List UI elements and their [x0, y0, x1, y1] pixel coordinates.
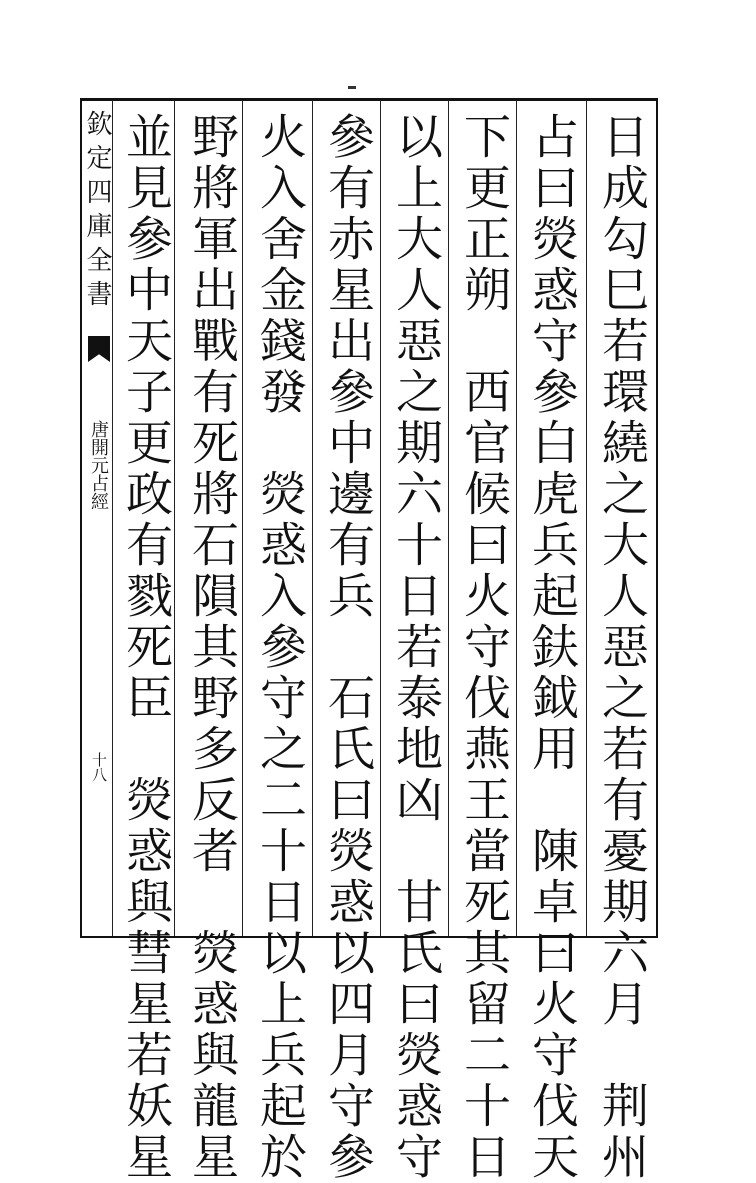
text-column-3: 下更正朔 西官候曰火守伐燕王當死其留二十日 — [456, 112, 511, 1183]
column-rule — [516, 100, 517, 936]
text-column-8: 並見參中天子更政有戮死臣 熒惑與彗星若妖星 — [118, 112, 173, 1183]
frame-right-border — [656, 98, 658, 938]
top-mark — [348, 86, 356, 89]
column-rule — [380, 100, 381, 936]
margin-chapter-title: 唐開元占經 — [88, 420, 109, 510]
column-rule — [112, 100, 113, 936]
text-column-4: 以上大人惡之期六十日若泰地凶 甘氏曰熒惑守 — [388, 112, 443, 1183]
text-column-2: 占曰熒惑守參白虎兵起鈇鉞用 陳卓曰火守伐天 — [524, 112, 579, 1183]
text-column-1: 日成勾巳若環繞之大人惡之若有憂期六月 荆州 — [594, 112, 649, 1183]
column-rule — [586, 100, 587, 936]
margin-page-number: 十八 — [90, 752, 108, 782]
column-rule — [174, 100, 175, 936]
column-rule — [448, 100, 449, 936]
text-column-6: 火入舍金錢發 熒惑入參守之二十日以上兵起於 — [252, 112, 307, 1183]
text-column-5: 參有赤星出參中邊有兵 石氏曰熒惑以四月守參 — [320, 112, 375, 1183]
margin-book-title: 欽定四庫全書 — [82, 110, 112, 314]
text-column-7: 野將軍出戰有死將石隕其野多反者 熒惑與龍星 — [184, 112, 239, 1183]
column-rule — [312, 100, 313, 936]
column-rule — [242, 100, 243, 936]
